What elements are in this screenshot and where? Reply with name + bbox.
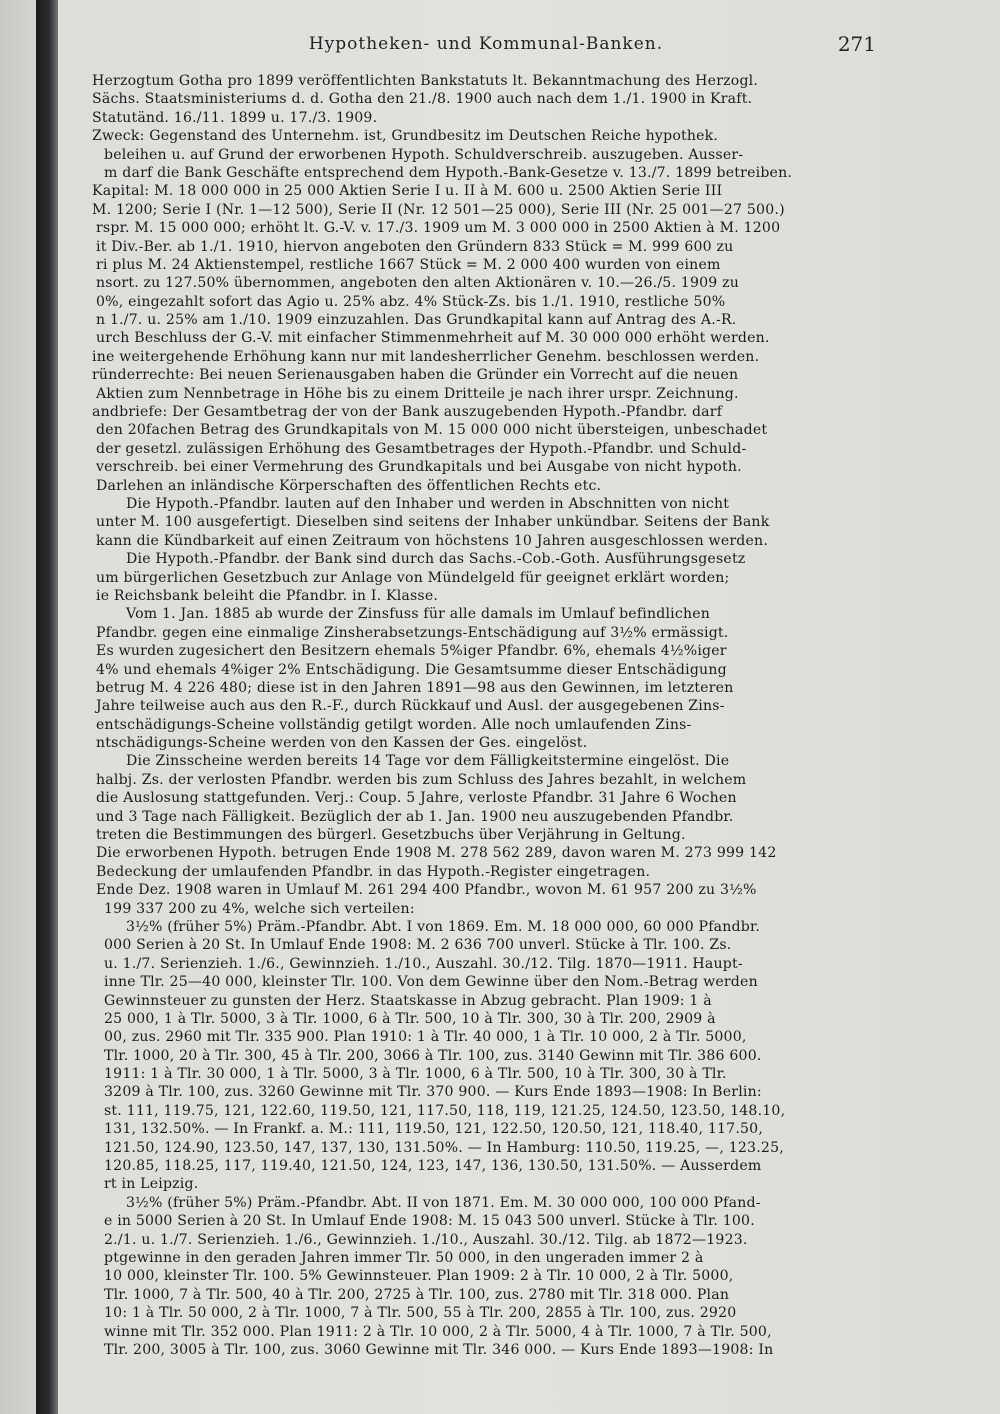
running-title: Hypotheken- und Kommunal-Banken. <box>308 34 664 54</box>
text-line: Tlr. 1000, 20 à Tlr. 300, 45 à Tlr. 200, 3066 à Tlr. 100, zus. 3140 Gewinn mit Tlr. 386 600. <box>104 1047 762 1064</box>
page-header <box>96 34 876 62</box>
text-line: verschreib. bei einer Vermehrung des Grundkapitals und bei Ausgabe von nicht hypoth. <box>96 459 742 476</box>
text-line: 1911: 1 à Tlr. 30 000, 1 à Tlr. 5000, 3 à Tlr. 1000, 6 à Tlr. 500, 10 à Tlr. 300, 30 à Tlr. <box>104 1066 727 1083</box>
text-line: 000 Serien à 20 St. In Umlauf Ende 1908: M. 2 636 700 unverl. Stücke à Tlr. 100. Zs. <box>104 937 732 954</box>
text-line: treten die Bestimmungen des bürgerl. Gesetzbuchs über Verjährung in Geltung. <box>96 827 686 844</box>
text-line: 10: 1 à Tlr. 50 000, 2 à Tlr. 1000, 7 à Tlr. 500, 55 à Tlr. 200, 2855 à Tlr. 100, zus. 2920 <box>104 1305 737 1322</box>
text-line: rspr. M. 15 000 000; erhöht lt. G.-V. v. 17./3. 1909 um M. 3 000 000 in 2500 Aktien à M. 1200 <box>96 220 781 237</box>
text-line: n 1./7. u. 25% am 1./10. 1909 einzuzahlen. Das Grundkapital kann auf Antrag des A.-R. <box>96 312 737 329</box>
text-line: Die Zinsscheine werden bereits 14 Tage vor dem Fälligkeitstermine eingelöst. Die <box>126 753 730 770</box>
text-line: Zweck: Gegenstand des Unternehm. ist, Grundbesitz im Deutschen Reiche hypothek. <box>92 128 719 145</box>
text-line: ntschädigungs-Scheine werden von den Kassen der Ges. eingelöst. <box>96 735 588 752</box>
text-line: ine weitergehende Erhöhung kann nur mit landesherrlicher Genehm. beschlossen werden. <box>92 348 760 365</box>
body-text <box>92 72 878 1359</box>
text-line: Die Hypoth.-Pfandbr. lauten auf den Inhaber und werden in Abschnitten von nicht <box>126 495 730 512</box>
text-line: 3½% (früher 5%) Präm.-Pfandbr. Abt. II von 1871. Em. M. 30 000 000, 100 000 Pfand- <box>126 1194 761 1211</box>
text-line: Kapital: M. 18 000 000 in 25 000 Aktien Serie I u. II à M. 600 u. 2500 Aktien Serie III <box>92 183 723 200</box>
text-line: 10 000, kleinster Tlr. 100. 5% Gewinnsteuer. Plan 1909: 2 à Tlr. 10 000, 2 à Tlr. 5000, <box>104 1268 734 1285</box>
page-number: 271 <box>837 32 876 56</box>
book-spine-shadow <box>36 0 58 1414</box>
text-line: Es wurden zugesichert den Besitzern ehemals 5%iger Pfandbr. 6%, ehemals 4½%iger <box>96 643 727 660</box>
text-line: urch Beschluss der G.-V. mit einfacher Stimmenmehrheit auf M. 30 000 000 erhöht werden. <box>96 330 770 347</box>
text-line: u. 1./7. Serienzieh. 1./6., Gewinnzieh. 1./10., Auszahl. 30./12. Tilg. 1870—1911. Haupt- <box>104 955 743 972</box>
text-line: 0%, eingezahlt sofort das Agio u. 25% abz. 4% Stück-Zs. bis 1./1. 1910, restliche 50% <box>96 293 726 310</box>
text-line: ri plus M. 24 Aktienstempel, restliche 1667 Stück = M. 2 000 400 wurden von einem <box>96 256 721 273</box>
text-line: 199 337 200 zu 4%, welche sich verteilen: <box>104 900 415 917</box>
text-line: Gewinnsteuer zu gunsten der Herz. Staatskasse in Abzug gebracht. Plan 1909: 1 à <box>104 992 712 1009</box>
text-line: betrug M. 4 226 480; diese ist in den Jahren 1891—98 aus den Gewinnen, im letzteren <box>96 679 734 696</box>
text-line: unter M. 100 ausgefertigt. Dieselben sind seitens der Inhaber unkündbar. Seitens der Bank <box>96 514 770 531</box>
text-line: 2./1. u. 1./7. Serienzieh. 1./6., Gewinnzieh. 1./10., Auszahl. 30./12. Tilg. ab 1872—1923. <box>104 1231 748 1248</box>
text-line: it Div.-Ber. ab 1./1. 1910, hiervon angeboten den Gründern 833 Stück = M. 999 600 zu <box>96 238 734 255</box>
text-line: und 3 Tage nach Fälligkeit. Bezüglich der ab 1. Jan. 1900 neu auszugebenden Pfandbr. <box>96 808 734 825</box>
text-line: 3½% (früher 5%) Präm.-Pfandbr. Abt. I von 1869. Em. M. 18 000 000, 60 000 Pfandbr. <box>126 918 761 935</box>
text-line: M. 1200; Serie I (Nr. 1—12 500), Serie II (Nr. 12 501—25 000), Serie III (Nr. 25 001—27 500.) <box>92 201 785 218</box>
text-line: st. 111, 119.75, 121, 122.60, 119.50, 121, 117.50, 118, 119, 121.25, 124.50, 123.50, 148.10, <box>104 1102 786 1119</box>
text-line: den 20fachen Betrag des Grundkapitals von M. 15 000 000 nicht übersteigen, unbeschadet <box>96 422 768 439</box>
text-line: 00, zus. 2960 mit Tlr. 335 900. Plan 1910: 1 à Tlr. 40 000, 1 à Tlr. 10 000, 2 à Tlr. 5000, <box>104 1029 747 1046</box>
text-line: 25 000, 1 à Tlr. 5000, 3 à Tlr. 1000, 6 à Tlr. 500, 10 à Tlr. 300, 30 à Tlr. 200, 2909 à <box>104 1010 716 1027</box>
text-line: Aktien zum Nennbetrage in Höhe bis zu einem Dritteile je nach ihrer urspr. Zeichnung. <box>96 385 739 402</box>
left-margin-marks <box>0 0 30 1414</box>
text-line: andbriefe: Der Gesamtbetrag der von der Bank auszugebenden Hypoth.-Pfandbr. darf <box>92 404 723 421</box>
text-line: kann die Kündbarkeit auf einen Zeitraum von höchstens 10 Jahren ausgeschlossen werden. <box>96 532 769 549</box>
text-line: Tlr. 200, 3005 à Tlr. 100, zus. 3060 Gewinne mit Tlr. 346 000. — Kurs Ende 1893—1908: In <box>104 1341 774 1358</box>
text-line: beleihen u. auf Grund der erworbenen Hypoth. Schuldverschreib. auszugeben. Ausser- <box>104 146 744 163</box>
text-line: entschädigungs-Scheine vollständig getilgt worden. Alle noch umlaufenden Zins- <box>96 716 692 733</box>
text-line: halbj. Zs. der verlosten Pfandbr. werden bis zum Schluss des Jahres bezahlt, in welchem <box>96 771 747 788</box>
text-line: um bürgerlichen Gesetzbuch zur Anlage von Mündelgeld für geeignet erklärt worden; <box>96 569 730 586</box>
text-line: 121.50, 124.90, 123.50, 147, 137, 130, 131.50%. — In Hamburg: 110.50, 119.25, —, 123.25, <box>104 1139 784 1156</box>
text-line: 3209 à Tlr. 100, zus. 3260 Gewinne mit Tlr. 370 900. — Kurs Ende 1893—1908: In Berlin: <box>104 1084 762 1101</box>
text-line: 131, 132.50%. — In Frankf. a. M.: 111, 119.50, 121, 122.50, 120.50, 121, 118.40, 117.50, <box>104 1121 764 1138</box>
text-line: Darlehen an inländische Körperschaften des öffentlichen Rechts etc. <box>96 477 602 494</box>
text-line: m darf die Bank Geschäfte entsprechend dem Hypoth.-Bank-Gesetze v. 13./7. 1899 betreiben. <box>104 164 793 181</box>
text-line: Statutänd. 16./11. 1899 u. 17./3. 1909. <box>92 109 378 126</box>
text-line: Herzogtum Gotha pro 1899 veröffentlichten Bankstatuts lt. Bekanntmachung des Herzogl. <box>92 73 759 89</box>
text-line: ründerrechte: Bei neuen Serienausgaben haben die Gründer ein Vorrecht auf die neuen <box>92 367 739 384</box>
text-line: nsort. zu 127.50% übernommen, angeboten den alten Aktionären v. 10.—26./5. 1909 zu <box>96 275 740 292</box>
text-line: Tlr. 1000, 7 à Tlr. 500, 40 à Tlr. 200, 2725 à Tlr. 100, zus. 2780 mit Tlr. 318 000. Plan <box>104 1286 730 1303</box>
text-line: winne mit Tlr. 352 000. Plan 1911: 2 à Tlr. 10 000, 2 à Tlr. 5000, 4 à Tlr. 1000, 7 à Tlr. 500, <box>104 1323 772 1340</box>
text-line: Jahre teilweise auch aus den R.-F., durch Rückkauf und Ausl. der ausgegebenen Zins- <box>96 698 725 715</box>
text-line: die Auslosung stattgefunden. Verj.: Coup. 5 Jahre, verloste Pfandbr. 31 Jahre 6 Wochen <box>96 790 737 807</box>
text-line: rt in Leipzig. <box>104 1176 199 1193</box>
text-line: ptgewinne in den geraden Jahren immer Tlr. 50 000, in den ungeraden immer 2 à <box>104 1250 704 1266</box>
text-line: e in 5000 Serien à 20 St. In Umlauf Ende 1908: M. 15 043 500 unverl. Stücke à Tlr. 100. <box>104 1213 755 1230</box>
text-line: der gesetzl. zulässigen Erhöhung des Gesamtbetrages der Hypoth.-Pfandbr. und Schuld- <box>96 440 747 457</box>
text-line: Ende Dez. 1908 waren in Umlauf M. 261 294 400 Pfandbr., wovon M. 61 957 200 zu 3½% <box>96 882 757 899</box>
text-line: Pfandbr. gegen eine einmalige Zinsherabsetzungs-Entschädigung auf 3½% ermässigt. <box>96 624 729 641</box>
text-line: Bedeckung der umlaufenden Pfandbr. in das Hypoth.-Register eingetragen. <box>96 863 651 880</box>
text-line: ie Reichsbank beleiht die Pfandbr. in I. Klasse. <box>96 587 439 604</box>
text-line: Sächs. Staatsministeriums d. d. Gotha den 21./8. 1900 auch nach dem 1./1. 1900 in Kraft. <box>92 91 753 108</box>
text-line: inne Tlr. 25—40 000, kleinster Tlr. 100. Von dem Gewinne über den Nom.-Betrag werden <box>104 974 758 991</box>
text-line: Vom 1. Jan. 1885 ab wurde der Zinsfuss für alle damals im Umlauf befindlichen <box>126 606 711 623</box>
text-line: Die Hypoth.-Pfandbr. der Bank sind durch das Sachs.-Cob.-Goth. Ausführungsgesetz <box>126 551 746 568</box>
text-line: 120.85, 118.25, 117, 119.40, 121.50, 124, 123, 147, 136, 130.50, 131.50%. — Ausserdem <box>104 1158 762 1175</box>
text-line: 4% und ehemals 4%iger 2% Entschädigung. Die Gesamtsumme dieser Entschädigung <box>96 661 727 678</box>
text-line: Die erworbenen Hypoth. betrugen Ende 1908 M. 278 562 289, davon waren M. 273 999 142 <box>96 845 777 862</box>
